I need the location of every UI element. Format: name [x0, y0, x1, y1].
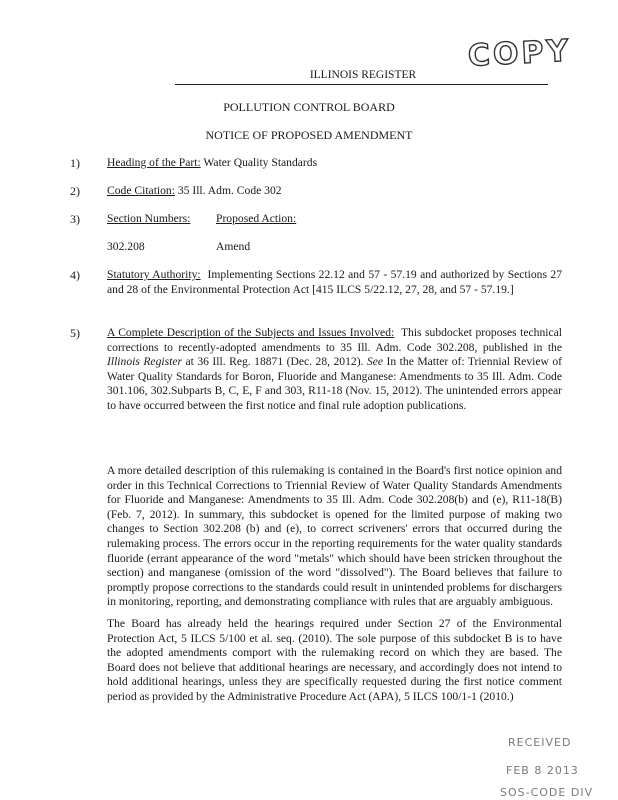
board-title: POLLUTION CONTROL BOARD	[223, 100, 395, 114]
item-5-italic-1: Illinois Register	[107, 355, 182, 369]
item-4	[107, 268, 562, 297]
item-2-text: 35 Ill. Adm. Code 302	[177, 184, 282, 197]
item-1-number: 1)	[70, 156, 80, 170]
paragraph-hearings: The Board has already held the hearings required under Section 27 of the Environmental Protection Act, 5 ILCS 5/100 et al. seq. (2010). The sole purpose of this subdocket B is to have the adopted amendments comport with the rulemaking record on which they are based. The Board does not believe that additional hearings are necessary, and accordingly does not intend to hold additional hearings, unless they are specifically requested during the first notice comment period as provided by the Administrative Procedure Act (APA), 5 ILCS 100/1-1 (2010.)	[107, 617, 562, 703]
item-5	[107, 326, 562, 414]
item-4-label: Statutory Authority:	[107, 268, 201, 281]
item-5-text-b: at 36 Ill. Reg. 18871 (Dec. 28, 2012).	[181, 355, 367, 369]
item-4-text: Implementing Sections 22.12 and 57 - 57.19 and authorized by Sections 27 and 28 of the Environmental Protection Act [415 ILCS 5/22.12, 27, 28, and 57 - 57.19.]	[107, 268, 563, 296]
item-2	[107, 184, 562, 199]
notice-title: NOTICE OF PROPOSED AMENDMENT	[205, 128, 413, 142]
item-1-text: Water Quality Standards	[203, 156, 318, 169]
received-date-stamp: FEB 8 2013	[506, 764, 579, 777]
paragraph-detail: A more detailed description of this rulemaking is contained in the Board's first notice opinion and order in this Technical Corrections to Triennial Review of Water Quality Standards Amendments for Fluoride and Manganese: Amendments to 35 Ill. Adm. Code 302.208(b) and (e), R11-18(B) (Feb. 7, 2012). In summary, this subdocket is opened for the limited purpose of making two changes to Section 302.208 (b) and (e), to correct scriveners' errors that occurred during the rulemaking process. The errors occur in the reporting requirements for the water quality standards fluoride (errant appearance of the word "metals" which should have been stricken throughout the section) and manganese (omission of the word "dissolved"). The Board believes that failure to promptly propose corrections to the standards could result in unintended problems for dischargers in monitoring, reporting, and demonstrating compliance with rules that are arguably ambiguous.	[107, 464, 562, 609]
item-5-italic-2: See	[366, 355, 384, 369]
item-2-number: 2)	[70, 184, 80, 198]
item-5-text-c: In the Matter of: Triennial Review of Water Quality Standards for Boron, Fluoride and Manganese: Amendments to 35 Ill. Adm. Code 301.106, 302.Subparts B, C, E, F and 303, R11-18 (Nov. 15, 2012). The unintended errors appear to have occurred between the first notice and final rule adoption publications.	[107, 355, 563, 412]
header-rule	[178, 84, 548, 85]
office-stamp: SOS-CODE DIV	[500, 786, 594, 799]
item-5-label: A Complete Description of the Subjects and Issues Involved:	[107, 326, 395, 339]
item-1	[107, 156, 562, 171]
item-3-label2	[216, 212, 416, 227]
proposed-action-label: Proposed Action:	[216, 212, 297, 225]
received-stamp: RECEIVED	[508, 736, 572, 749]
proposed-action: Amend	[216, 240, 251, 253]
section-number: 302.208	[107, 240, 145, 253]
item-2-label: Code Citation:	[107, 184, 175, 197]
item-4-number: 4)	[70, 268, 80, 282]
item-3-number: 3)	[70, 212, 80, 226]
item-1-label: Heading of the Part:	[107, 156, 201, 169]
copy-stamp: COPY	[467, 33, 573, 74]
section-numbers-label: Section Numbers:	[107, 212, 191, 225]
register-title: ILLINOIS REGISTER	[309, 69, 417, 81]
item-5-number: 5)	[70, 326, 80, 340]
item-5-text-a: This subdocket proposes technical corrections to recently-adopted amendments to 35 Ill. Adm. Code 302.208, published in the	[107, 326, 562, 354]
